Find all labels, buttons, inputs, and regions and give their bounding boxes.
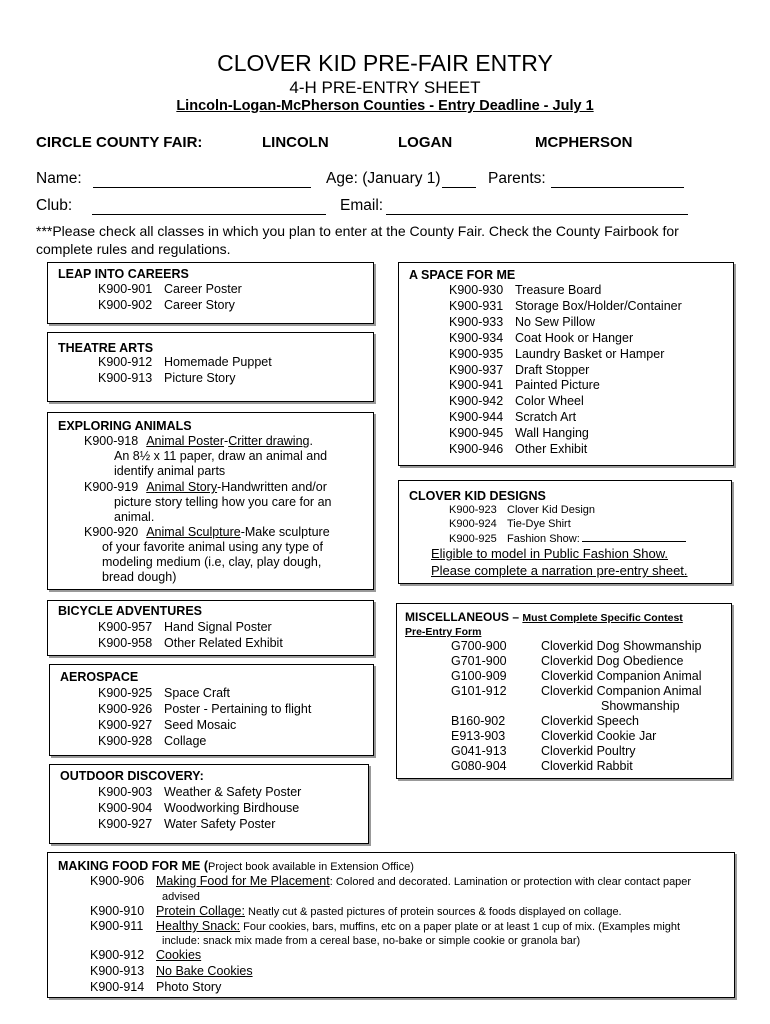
checkbox[interactable] (78, 803, 92, 815)
age-field[interactable] (442, 187, 476, 188)
checkbox[interactable] (70, 921, 84, 933)
list-item: K900-957 Hand Signal Poster (78, 620, 272, 636)
list-item: K900-920 Animal Sculpture-Make sculpture (64, 525, 330, 541)
list-item: K900-924 Tie-Dye Shirt (429, 517, 571, 531)
checkbox[interactable] (70, 906, 84, 918)
list-item: K900-941 Painted Picture (429, 378, 600, 394)
section-title: EXPLORING ANIMALS (58, 419, 192, 433)
checkbox[interactable] (429, 412, 443, 424)
table-row: G101-912 Cloverkid Companion Animal (451, 684, 702, 698)
section-title: OUTDOOR DISCOVERY: (60, 769, 204, 783)
item-description: bread dough) (102, 570, 177, 584)
list-item: K900-927 Seed Mosaic (78, 718, 236, 734)
checkbox[interactable] (64, 436, 78, 448)
table-row: G041-913 Cloverkid Poultry (451, 744, 636, 758)
list-item: K900-906 Making Food for Me Placement: Colored and decorated. Lamination or protection with clear contact paper (70, 874, 691, 891)
list-item: K900-913 No Bake Cookies (70, 964, 253, 980)
checkbox[interactable] (78, 736, 92, 748)
checkbox[interactable] (429, 365, 443, 377)
checkbox[interactable] (78, 357, 92, 369)
list-item: K900-937 Draft Stopper (429, 363, 589, 379)
checkbox[interactable] (429, 428, 443, 440)
section-bicycle-adventures (47, 600, 374, 656)
item-description: of your favorite animal using any type of (102, 540, 323, 554)
checkbox[interactable] (429, 444, 443, 456)
checkbox[interactable] (429, 285, 443, 297)
checkbox[interactable] (429, 396, 443, 408)
list-item: K900-935 Laundry Basket or Hamper (429, 347, 664, 363)
checkbox[interactable] (78, 300, 92, 312)
section-miscellaneous (396, 603, 732, 779)
checkbox[interactable] (78, 819, 92, 831)
section-title: AEROSPACE (60, 670, 139, 684)
checkbox[interactable] (429, 533, 443, 545)
section-title: CLOVER KID DESIGNS (409, 489, 546, 503)
section-outdoor-discovery (49, 764, 369, 844)
checkbox[interactable] (78, 704, 92, 716)
checkbox[interactable] (78, 638, 92, 650)
list-item: K900-926 Poster - Pertaining to flight (78, 702, 311, 718)
checkbox[interactable] (78, 787, 92, 799)
checkbox[interactable] (78, 373, 92, 385)
checkbox[interactable] (70, 876, 84, 888)
item-description: identify animal parts (114, 464, 226, 478)
list-item: K900-919 Animal Story-Handwritten and/or (64, 480, 327, 496)
checkbox[interactable] (78, 622, 92, 634)
list-item: K900-946 Other Exhibit (429, 442, 587, 458)
checkbox[interactable] (70, 966, 84, 978)
item-description: include: snack mix made from a cereal base, no-bake or simple cookie or granola bar) (162, 935, 581, 947)
table-row: E913-903 Cloverkid Cookie Jar (451, 729, 657, 743)
table-row: G701-900 Cloverkid Dog Obedience (451, 654, 684, 668)
section-title: MAKING FOOD FOR ME (Project book available in Extension Office) (58, 859, 414, 873)
list-item: K900-903 Weather & Safety Poster (78, 785, 301, 801)
list-item: K900-927 Water Safety Poster (78, 817, 275, 833)
club-field[interactable] (92, 214, 326, 215)
list-item: K900-945 Wall Hanging (429, 426, 589, 442)
list-item: K900-928 Collage (78, 734, 206, 750)
list-item: K900-942 Color Wheel (429, 394, 584, 410)
checkbox[interactable] (429, 333, 443, 345)
list-item: K900-944 Scratch Art (429, 410, 576, 426)
section-title: LEAP INTO CAREERS (58, 267, 189, 281)
email-label: Email: (340, 197, 384, 214)
section-title: BICYCLE ADVENTURES (58, 604, 202, 618)
section-exploring-animals (47, 412, 374, 590)
list-item: K900-958 Other Related Exhibit (78, 636, 283, 652)
list-item: K900-902 Career Story (78, 298, 235, 314)
list-item: K900-925 Space Craft (78, 686, 230, 702)
misc-table (397, 639, 733, 774)
parents-label: Parents: (488, 170, 546, 187)
checkbox[interactable] (429, 317, 443, 329)
club-label: Club: (36, 197, 73, 214)
item-description: picture story telling how you care for an (114, 495, 332, 509)
checkbox[interactable] (64, 527, 78, 539)
designs-note-model: Eligible to model in Public Fashion Show. (431, 546, 669, 561)
list-item: K900-930 Treasure Board (429, 283, 601, 299)
table-row: B160-902 Cloverkid Speech (451, 714, 639, 728)
list-item: K900-918 Animal Poster-Critter drawing. (64, 434, 313, 450)
section-aerospace (49, 664, 374, 756)
list-item: K900-914 Photo Story (70, 980, 221, 996)
table-row: G700-900 Cloverkid Dog Showmanship (451, 639, 702, 653)
checkbox[interactable] (78, 720, 92, 732)
section-making-food-for-me (47, 852, 735, 998)
checkbox[interactable] (429, 504, 443, 516)
list-item: K900-910 Protein Collage: Neatly cut & pasted pictures of protein sources & foods displayed on collage. (70, 904, 622, 921)
section-leap-into-careers (47, 262, 374, 324)
parents-field[interactable] (551, 187, 684, 188)
list-item: K900-931 Storage Box/Holder/Container (429, 299, 682, 315)
section-clover-kid-designs (398, 480, 732, 584)
page-subtitle: 4-H PRE-ENTRY SHEET (289, 78, 481, 97)
county-option-logan[interactable]: LOGAN (398, 134, 453, 151)
instructions-note: ***Please check all classes in which you plan to enter at the County Fair. Check the County Fairbook for complete rules and regulations. (36, 223, 679, 257)
item-description: modeling medium (i.e, clay, play dough, (102, 555, 322, 569)
list-item: K900-934 Coat Hook or Hanger (429, 331, 633, 347)
name-label: Name: (36, 170, 82, 187)
section-title: THEATRE ARTS (58, 341, 154, 355)
table-row: G100-909 Cloverkid Companion Animal (451, 669, 702, 683)
designs-note-narration: Please complete a narration pre-entry sheet. (431, 563, 688, 578)
list-item: K900-912 Cookies (70, 948, 201, 964)
checkbox[interactable] (70, 950, 84, 962)
section-title: A SPACE FOR ME (409, 268, 516, 282)
list-item: K900-925 Fashion Show: (429, 531, 686, 546)
section-title: MISCELLANEOUS – Must Complete Specific Contest (405, 610, 683, 624)
table-row: G080-904 Cloverkid Rabbit (451, 759, 633, 773)
list-item: K900-913 Picture Story (78, 371, 236, 387)
list-item: K900-911 Healthy Snack: Four cookies, bars, muffins, etc on a paper plate or at least 1 cup of mix. (Examples might (70, 919, 680, 936)
list-item: K900-923 Clover Kid Design (429, 503, 595, 517)
item-description: An 8½ x 11 paper, draw an animal and (114, 449, 328, 463)
page-title: CLOVER KID PRE-FAIR ENTRY (217, 50, 553, 76)
checkbox[interactable] (429, 518, 443, 530)
fashion-show-field[interactable] (582, 531, 686, 542)
item-description: animal. (114, 510, 155, 524)
circle-county-label: CIRCLE COUNTY FAIR: (36, 134, 203, 151)
section-theatre-arts (47, 332, 374, 402)
list-item: K900-933 No Sew Pillow (429, 315, 595, 331)
checkbox[interactable] (70, 982, 84, 994)
county-option-lincoln[interactable]: LINCOLN (262, 134, 329, 151)
section-a-space-for-me (398, 262, 734, 466)
checkbox[interactable] (78, 688, 92, 700)
table-row: Showmanship (601, 699, 680, 713)
counties-deadline: Lincoln-Logan-McPherson Counties - Entry Deadline - July 1 (176, 98, 594, 114)
checkbox[interactable] (429, 301, 443, 313)
list-item: K900-904 Woodworking Birdhouse (78, 801, 299, 817)
checkbox[interactable] (64, 482, 78, 494)
county-option-mcpherson[interactable]: MCPHERSON (535, 134, 633, 151)
misc-preentry-note: Pre-Entry Form (405, 626, 482, 638)
list-item: K900-901 Career Poster (78, 282, 242, 298)
age-label: Age: (January 1) (326, 170, 441, 187)
list-item: K900-912 Homemade Puppet (78, 355, 272, 371)
item-description: advised (162, 891, 200, 903)
checkbox[interactable] (429, 349, 443, 361)
checkbox[interactable] (78, 284, 92, 296)
name-field[interactable] (93, 187, 311, 188)
checkbox[interactable] (429, 380, 443, 392)
email-field[interactable] (386, 214, 688, 215)
